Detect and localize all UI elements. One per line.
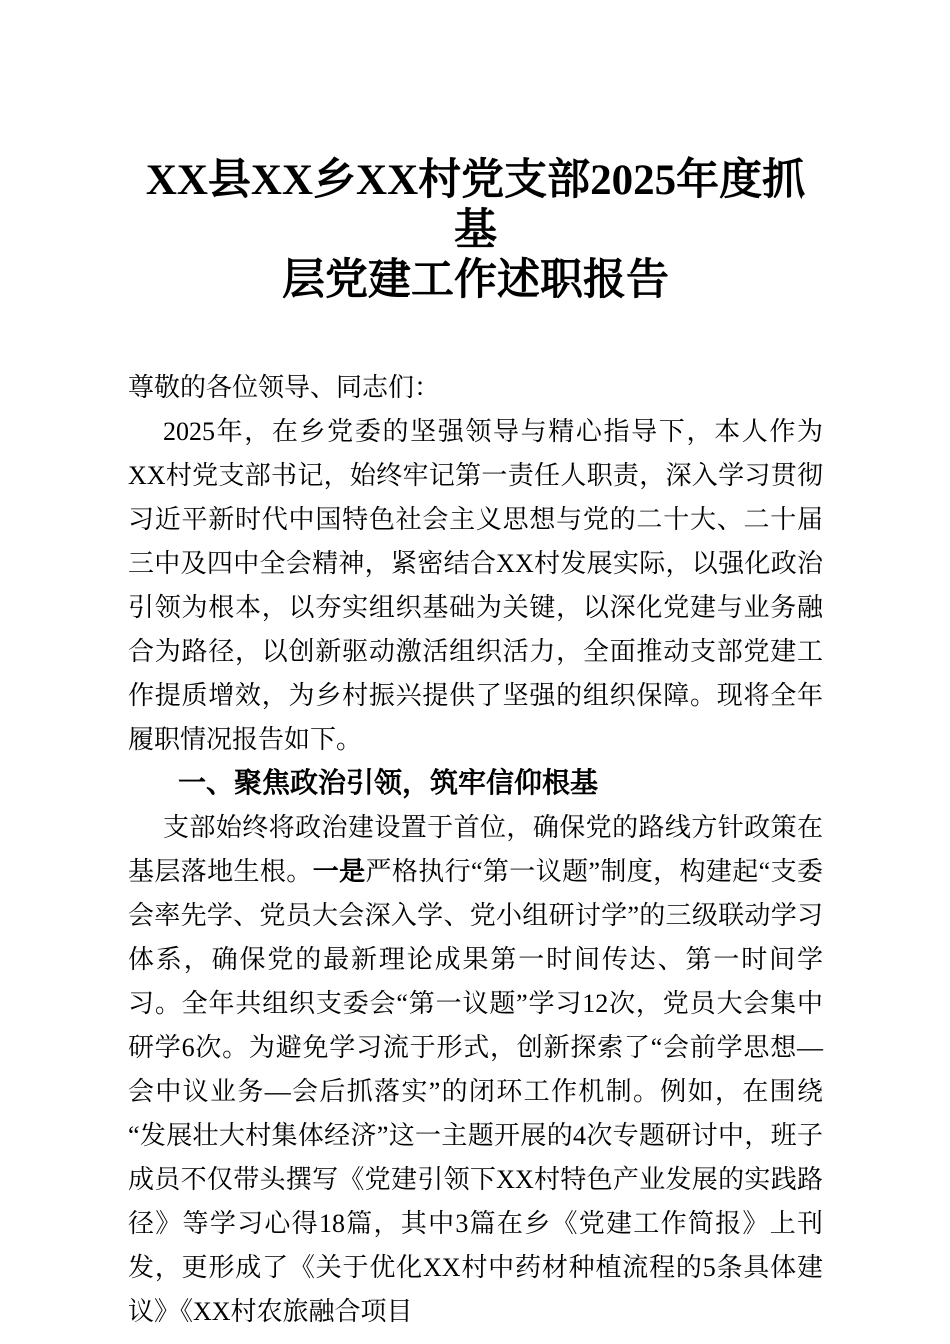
document-title-line-2: 层党建工作述职报告: [282, 257, 669, 304]
document-body: [128, 410, 823, 1334]
body-text: 支部始终将政治建设置于首位，确保党的路线方针政策在基层落地生根。: [128, 813, 823, 886]
document-title-line-1: XX县XX乡XX村党支部2025年度抓基: [145, 157, 806, 254]
paragraph: [128, 806, 823, 1334]
section-heading: [128, 762, 823, 806]
salutation: 尊敬的各位领导、同志们：: [128, 373, 441, 402]
body-text: 2025年，在乡党委的坚强领导与精心指导下，本人作为XX村党支部书记，始终牢记第一责任人职责，深入学习贯彻习近平新时代中国特色社会主义思想与党的二十大、二十届三中及四中全会精神，紧密结合XX村发展实际，以强化政治引领为根本，以夯实组织基础为关键，以深化党建与业务融合为路径，以创新驱动激活组织活力，全面推动支部党建工作提质增效，为乡村振兴提供了坚强的组织保障。现将全年履职情况报告如下。: [128, 417, 823, 754]
paragraph: [128, 410, 823, 762]
emphasis-text: 一、聚焦政治引领，筑牢信仰根基: [178, 768, 599, 799]
body-text: 严格执行“第一议题”制度，构建起“支委会率先学、党员大会深入学、党小组研讨学”的三级联动学习体系，确保党的最新理论成果第一时间传达、第一时间学习。全年共组织支委会“第一议题”学习12次，党员大会集中研学6次。为避免学习流于形式，创新探索了“会前学思想—会中议业务—会后抓落实”的闭环工作机制。例如，在围绕“发展壮大村集体经济”这一主题开展的4次专题研讨中，班子成员不仅带头撰写《党建引领下XX村特色产业发展的实践路径》等学习心得18篇，其中3篇在乡《党建工作简报》上刊发，更形成了《关于优化XX村中药材种植流程的5条具体建议》《XX村农旅融合项目: [128, 857, 823, 1326]
document-title: [128, 156, 823, 306]
emphasis-text: 一是: [312, 857, 366, 886]
